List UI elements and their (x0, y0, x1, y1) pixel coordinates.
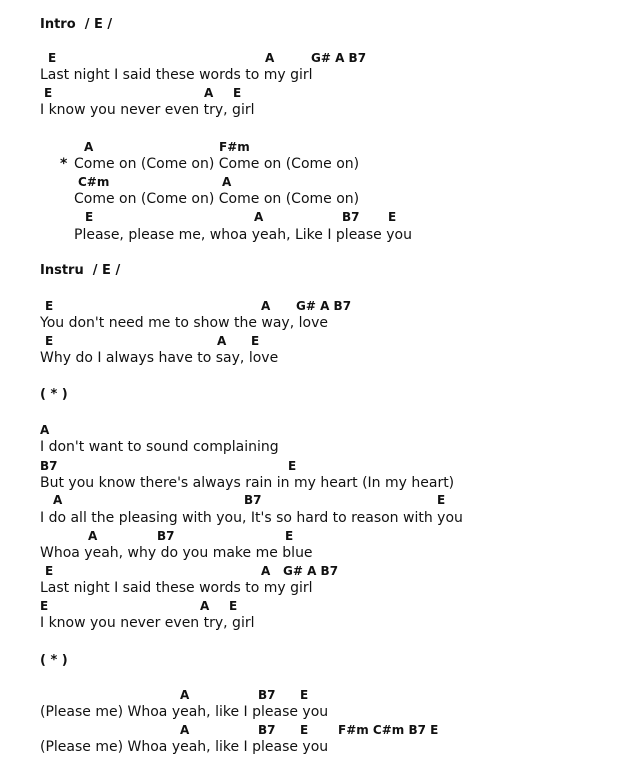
lyric-line: Last night I said these words to my girl (40, 67, 313, 83)
lyric-line: But you know there's always rain in my heart (In my heart) (40, 475, 455, 491)
lyric-line: I don't want to sound complaining (40, 439, 279, 455)
chord: A (217, 334, 227, 348)
chord: C#m (78, 175, 110, 189)
chord: A (254, 210, 264, 224)
chord: A (40, 423, 50, 437)
lyric-line: (Please me) Whoa yeah, like I please you (40, 704, 329, 720)
section-header-intro: Intro / E / (40, 17, 113, 32)
chord: E (44, 86, 53, 100)
chord: B7 (40, 459, 58, 473)
section-header-instru: Instru / E / (40, 263, 121, 278)
repeat-marker: ( * ) (40, 653, 68, 668)
chord: B7 (342, 210, 360, 224)
lyric-line: Come on (Come on) Come on (Come on) (74, 191, 360, 207)
chord-sequence: F#m C#m B7 E (338, 723, 439, 737)
chord: A (261, 564, 271, 578)
chord: A (200, 599, 210, 613)
chord: G# A B7 (283, 564, 339, 578)
chord: A (88, 529, 98, 543)
chord: A (53, 493, 63, 507)
lyric-line: Why do I always have to say, love (40, 350, 279, 366)
chord: E (45, 334, 54, 348)
chord: E (388, 210, 397, 224)
chord: A (204, 86, 214, 100)
chord: G# A B7 (296, 299, 352, 313)
chord: E (300, 688, 309, 702)
lyric-line: Whoa yeah, why do you make me blue (40, 545, 313, 561)
lyric-line: Please, please me, whoa yeah, Like I please you (74, 227, 412, 243)
chord: E (233, 86, 242, 100)
chord: F#m (219, 140, 250, 154)
lyric-line: I know you never even try, girl (40, 102, 255, 118)
chord: B7 (258, 723, 276, 737)
lyric-line: You don't need me to show the way, love (40, 315, 328, 331)
chord: E (40, 599, 49, 613)
chord: B7 (244, 493, 262, 507)
chord: E (45, 564, 54, 578)
chord: E (285, 529, 294, 543)
chord: G# A B7 (311, 51, 367, 65)
repeat-marker: ( * ) (40, 387, 68, 402)
lyric-line: I do all the pleasing with you, It's so hard to reason with you (40, 510, 463, 526)
chord: E (437, 493, 446, 507)
chord: A (84, 140, 94, 154)
chord: E (229, 599, 238, 613)
chord: A (261, 299, 271, 313)
chord: A (222, 175, 232, 189)
chord: E (45, 299, 54, 313)
chord: E (48, 51, 57, 65)
chord: A (265, 51, 275, 65)
chord: E (300, 723, 309, 737)
chorus-marker: * (60, 156, 68, 172)
lyric-line: Last night I said these words to my girl (40, 580, 313, 596)
chord: A (180, 688, 190, 702)
chord: E (251, 334, 260, 348)
chord: B7 (258, 688, 276, 702)
lyric-line: I know you never even try, girl (40, 615, 255, 631)
chord: E (85, 210, 94, 224)
chord: A (180, 723, 190, 737)
lyric-line: Come on (Come on) Come on (Come on) (74, 156, 360, 172)
chord: B7 (157, 529, 175, 543)
chord: E (288, 459, 297, 473)
lyric-line: (Please me) Whoa yeah, like I please you (40, 739, 329, 755)
